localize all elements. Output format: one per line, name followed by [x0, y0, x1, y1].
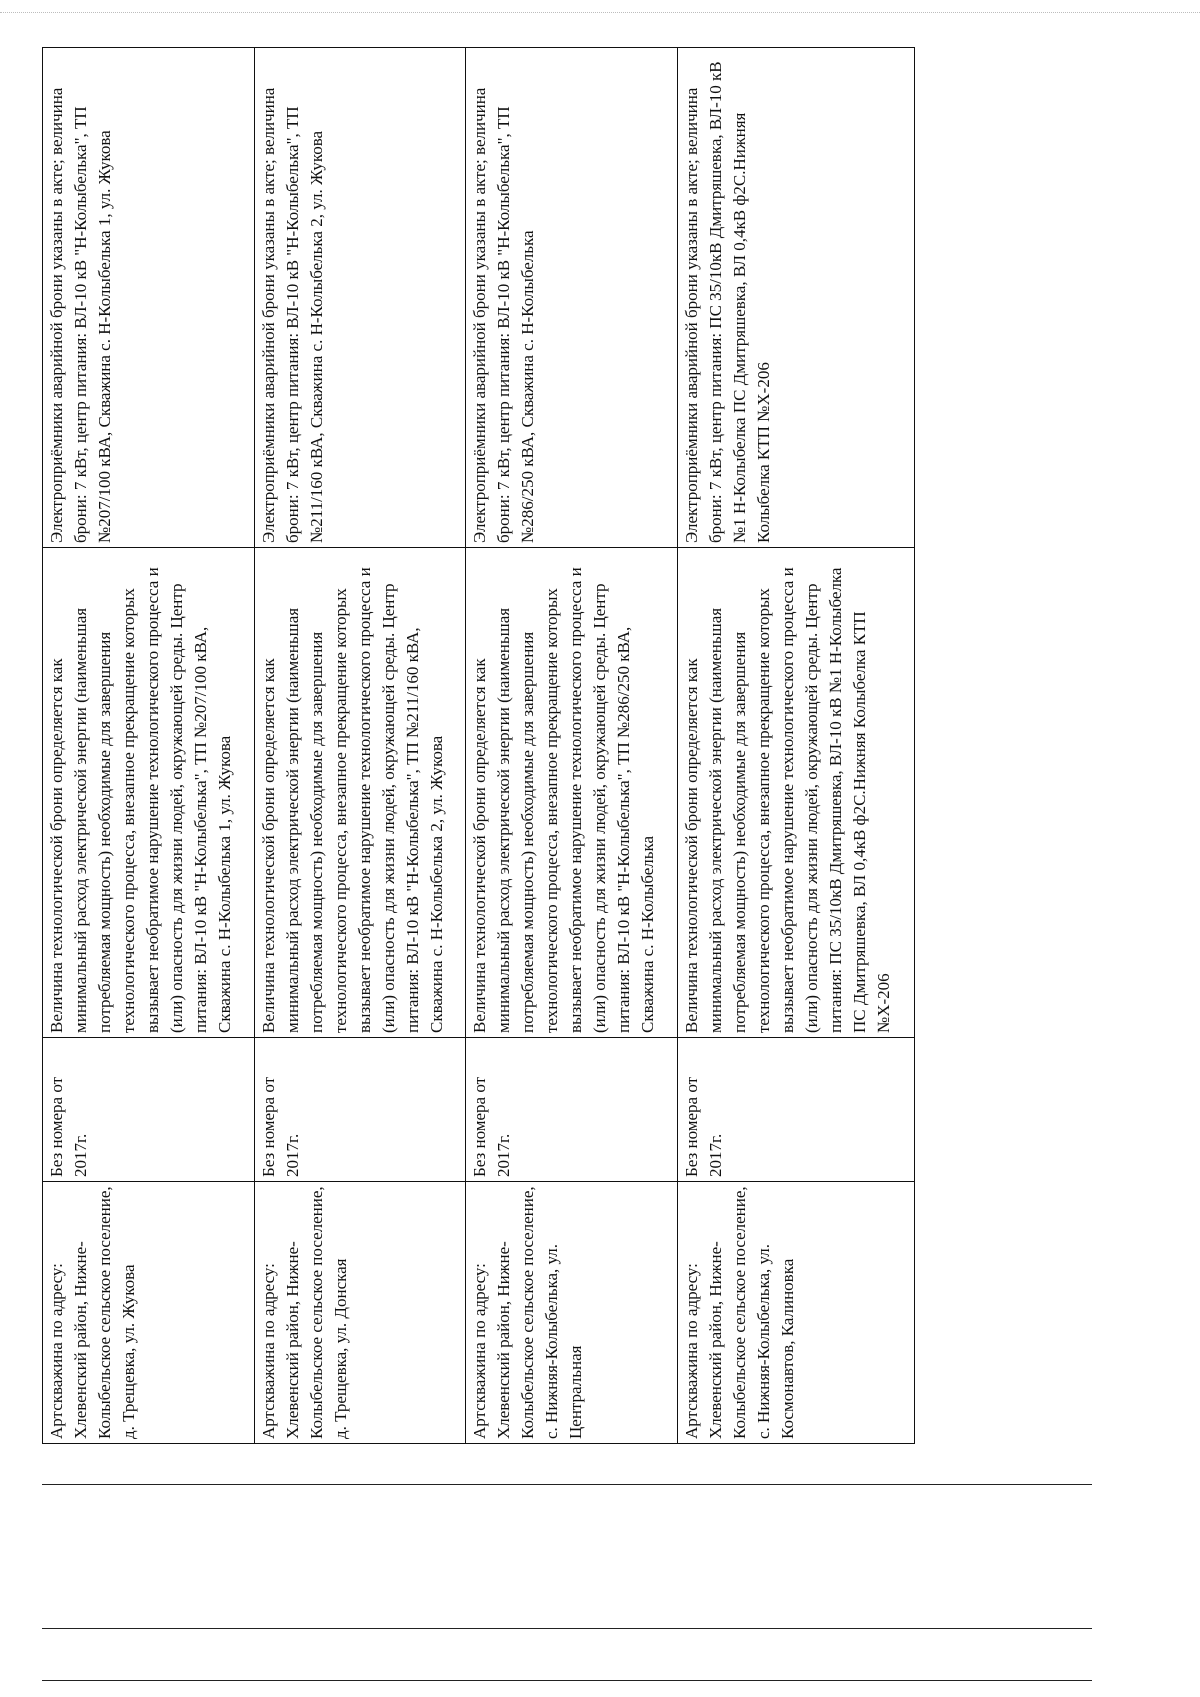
horizontal-rule: [42, 1484, 1092, 1485]
object-cell: Артскважина по адресу: Хлевенский район, Нижне-Колыбельское сельское поселение, с. Нижняя-Колыбелька, ул. Центральная: [466, 1182, 678, 1444]
tech-reserve-cell: Величина технологической брони определяется как минимальный расход электрической энергии (наименьшая потребляемая мощность) необходимые для завершения технологического процесса, внезапное прекращение которых вызывает необратимое нарушение технологического процесса и (или) опасность для жизни людей, окружающей среды. Центр питания: ВЛ-10 кВ "Н-Колыбелька", ТП №286/250 кВА, Скважина с. Н-Колыбелька: [466, 548, 678, 1038]
emergency-reserve-cell: Электроприёмники аварийной брони указаны в акте; величина брони: 7 кВт, центр питания: ВЛ-10 кВ "Н-Колыбелька", ТП №286/250 кВА, Скважина с. Н-Колыбелька: [466, 48, 678, 548]
horizontal-rule: [42, 1628, 1092, 1629]
blank-table-line: [42, 1484, 1092, 1492]
emergency-reserve-cell: Электроприёмники аварийной брони указаны в акте; величина брони: 7 кВт, центр питания: ВЛ-10 кВ "Н-Колыбелька", ТП №207/100 кВА, Скважина с. Н-Колыбелька 1, ул. Жукова: [43, 48, 255, 548]
tech-reserve-cell: Величина технологической брони определяется как минимальный расход электрической энергии (наименьшая потребляемая мощность) необходимые для завершения технологического процесса, внезапное прекращение которых вызывает необратимое нарушение технологического процесса и (или) опасность для жизни людей, окружающей среды. Центр питания: ВЛ-10 кВ "Н-Колыбелька", ТП №207/100 кВА, Скважина с. Н-Колыбелька 1, ул. Жукова: [43, 548, 255, 1038]
table-row: [677, 48, 914, 1444]
doc-cell: Без номера от 2017г.: [43, 1038, 255, 1182]
tech-reserve-cell: Величина технологической брони определяется как минимальный расход электрической энергии (наименьшая потребляемая мощность) необходимые для завершения технологического процесса, внезапное прекращение которых вызывает необратимое нарушение технологического процесса и (или) опасность для жизни людей, окружающей среды. Центр питания: ПС 35/10кВ Дмитряшевка, ВЛ-10 кВ №1 Н-Колыбелка ПС Дмитряшевка, ВЛ 0,4кВ ф2С.Нижняя Колыбелка КТП №Х-206: [677, 548, 914, 1038]
object-cell: Артскважина по адресу: Хлевенский район, Нижне-Колыбельское сельское поселение, с. Нижняя-Колыбелька, ул. Космонавтов, Калиновка: [677, 1182, 914, 1444]
blank-table-line: [42, 1628, 1092, 1636]
object-cell: Артскважина по адресу: Хлевенский район, Нижне-Колыбельское сельское поселение, д. Трещевка, ул. Жукова: [43, 1182, 255, 1444]
doc-cell: Без номера от 2017г.: [466, 1038, 678, 1182]
emergency-reserve-cell: Электроприёмники аварийной брони указаны в акте; величина брони: 7 кВт, центр питания: ВЛ-10 кВ "Н-Колыбелька", ТП №211/160 кВА, Скважина с. Н-Колыбелька 2, ул. Жукова: [254, 48, 466, 548]
horizontal-rule: [42, 1680, 1092, 1681]
table-row: [466, 48, 678, 1444]
table-row: [43, 48, 255, 1444]
doc-cell: Без номера от 2017г.: [254, 1038, 466, 1182]
blank-table-line: [42, 1680, 1092, 1688]
rotated-table: [42, 48, 915, 1444]
table-row: [254, 48, 466, 1444]
tech-reserve-cell: Величина технологической брони определяется как минимальный расход электрической энергии (наименьшая потребляемая мощность) необходимые для завершения технологического процесса, внезапное прекращение которых вызывает необратимое нарушение технологического процесса и (или) опасность для жизни людей, окружающей среды. Центр питания: ВЛ-10 кВ "Н-Колыбелька", ТП №211/160 кВА, Скважина с. Н-Колыбелька 2, ул. Жукова: [254, 548, 466, 1038]
doc-cell: Без номера от 2017г.: [677, 1038, 914, 1182]
reserve-table: [42, 47, 915, 1444]
emergency-reserve-cell: Электроприёмники аварийной брони указаны в акте; величина брони: 7 кВт, центр питания: ПС 35/10кВ Дмитряшевка, ВЛ-10 кВ №1 Н-Колыбелка ПС Дмитряшевка, ВЛ 0,4кВ ф2С.Нижняя Колыбелка КТП №Х-206: [677, 48, 914, 548]
page-top-rule: [0, 12, 1200, 13]
object-cell: Артскважина по адресу: Хлевенский район, Нижне-Колыбельское сельское поселение, д. Трещевка, ул. Донская: [254, 1182, 466, 1444]
